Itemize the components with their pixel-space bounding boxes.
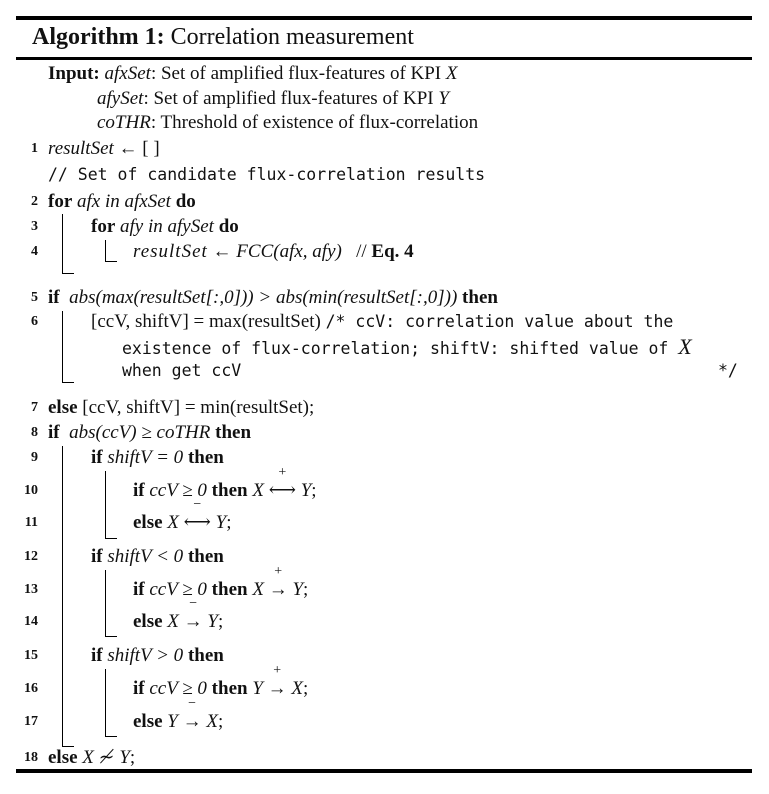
var-a: X	[167, 611, 179, 632]
algorithm-caption	[32, 22, 414, 52]
line-number: 11	[24, 515, 38, 530]
var-b: Y	[119, 747, 130, 768]
keyword-then: then	[211, 678, 248, 699]
block-bar	[62, 446, 63, 747]
algorithm-title: Correlation measurement	[170, 24, 414, 50]
line-16	[133, 663, 309, 701]
var-resultset: resultSet	[133, 241, 208, 262]
directed-positive-relation	[268, 564, 288, 602]
input-line-1	[48, 62, 458, 86]
relation-arrow-icon: →	[183, 611, 203, 632]
block-bar-end	[105, 538, 117, 539]
var-b: X	[206, 711, 218, 732]
comment: /* ccV: correlation value about the	[325, 312, 674, 331]
block-bar	[105, 570, 106, 637]
line-9	[91, 446, 224, 470]
line-number: 7	[31, 400, 38, 415]
bidirectional-positive-relation	[268, 465, 296, 503]
condition: ccV ≥ 0	[149, 579, 207, 600]
directed-negative-relation	[183, 596, 203, 634]
comment-line-1: // Set of candidate flux-correlation results	[48, 165, 486, 184]
line-number: 1	[31, 141, 38, 156]
directed-negative-relation	[182, 696, 202, 734]
block-bar	[62, 311, 63, 383]
keyword-if: if	[48, 422, 60, 443]
block-bar-end	[105, 636, 117, 637]
relation-arrow-icon: ⟷	[268, 480, 296, 501]
top-rule	[16, 16, 752, 20]
keyword-if: if	[133, 480, 145, 501]
semicolon: ;	[303, 579, 309, 600]
var-a: X	[252, 579, 264, 600]
relation-sign: −	[188, 696, 197, 711]
keyword-for: for	[91, 216, 116, 237]
keyword-if: if	[91, 546, 103, 567]
keyword-then: then	[187, 447, 224, 468]
fcc-call: FCC(afx, afy)	[236, 241, 342, 262]
line-number: 4	[31, 244, 38, 259]
input-line-3	[97, 111, 478, 135]
line-12	[91, 545, 224, 569]
block-bar	[62, 214, 63, 274]
var-x: X	[678, 334, 692, 359]
line-18	[48, 746, 135, 770]
comment-marker: //	[356, 241, 372, 262]
keyword-then: then	[187, 645, 224, 666]
line-number: 15	[24, 648, 38, 663]
line-17	[133, 696, 224, 734]
var-b: Y	[215, 512, 227, 533]
line-6-cont	[122, 335, 692, 361]
line-7	[48, 396, 314, 420]
condition: ccV ≥ 0	[149, 480, 207, 501]
param-desc: : Set of amplified flux-features of KPI	[150, 63, 446, 84]
keyword-then: then	[211, 480, 248, 501]
keyword-else: else	[133, 611, 163, 632]
line-14	[133, 596, 224, 634]
empty-list: [ ]	[142, 138, 160, 159]
block-bar-end	[62, 273, 74, 274]
var-a: X	[167, 512, 179, 533]
param-desc: : Threshold of existence of flux-correlation	[150, 112, 479, 133]
line-6	[91, 310, 673, 334]
assign-arrow: ←	[118, 138, 138, 159]
line-number: 8	[31, 425, 38, 440]
block-bar	[105, 240, 106, 262]
relation-arrow-icon: →	[268, 579, 288, 600]
line-2	[48, 190, 196, 214]
keyword-else: else	[133, 711, 163, 732]
relation-sign: +	[273, 663, 282, 678]
var-a: Y	[167, 711, 178, 732]
keyword-if: if	[133, 678, 145, 699]
semicolon: ;	[217, 711, 224, 732]
line-number: 16	[24, 681, 38, 696]
line-number: 6	[31, 314, 38, 329]
keyword-do: do	[218, 216, 239, 237]
condition: abs(max(resultSet[:,0])) > abs(min(resultSet[:,0]))	[69, 287, 458, 308]
algorithm-label: Algorithm 1:	[32, 24, 165, 50]
line-1	[48, 137, 160, 161]
comment-end: */	[718, 361, 738, 380]
condition: shiftV > 0	[107, 645, 184, 666]
param-name: afxSet	[104, 63, 151, 84]
line-number: 10	[24, 483, 38, 498]
relation-arrow-icon: →	[267, 678, 287, 699]
line-number: 5	[31, 290, 38, 305]
keyword-else: else	[133, 512, 163, 533]
no-correlation-icon: ≁	[98, 747, 115, 768]
line-11	[133, 497, 232, 535]
var-b: Y	[292, 579, 304, 600]
min-assignment: [ccV, shiftV] = min(resultSet);	[77, 397, 315, 418]
line-number: 18	[24, 750, 38, 765]
semicolon: ;	[303, 678, 309, 699]
keyword-then: then	[462, 287, 498, 308]
param-var: Y	[438, 88, 449, 109]
var-b: X	[291, 678, 304, 699]
relation-sign: −	[193, 497, 202, 512]
var-b: Y	[300, 480, 312, 501]
relation-arrow-icon: ⟷	[183, 512, 211, 533]
title-rule	[16, 57, 752, 60]
line-number: 12	[24, 549, 38, 564]
line-number: 2	[31, 194, 38, 209]
bidirectional-negative-relation	[183, 497, 211, 535]
keyword-if: if	[91, 447, 103, 468]
line-number: 13	[24, 582, 38, 597]
line-number: 14	[24, 614, 38, 629]
relation-sign: +	[274, 564, 283, 579]
param-var: X	[445, 63, 458, 84]
keyword-then: then	[211, 579, 248, 600]
line-5	[48, 286, 498, 310]
semicolon: ;	[311, 480, 317, 501]
keyword-else: else	[48, 747, 78, 768]
keyword-then: then	[187, 546, 224, 567]
var-a: X	[82, 747, 94, 768]
equation-ref: Eq. 4	[371, 241, 414, 262]
relation-arrow-icon: →	[182, 711, 202, 732]
keyword-if: if	[133, 579, 145, 600]
keyword-do: do	[175, 191, 196, 212]
condition: shiftV = 0	[107, 447, 184, 468]
keyword-for: for	[48, 191, 73, 212]
loop-expr: afx in afxSet	[77, 191, 171, 212]
block-bar-end	[105, 261, 117, 262]
keyword-if: if	[91, 645, 103, 666]
directed-positive-relation	[267, 663, 287, 701]
line-number: 3	[31, 219, 38, 234]
max-assignment: [ccV, shiftV] = max(resultSet)	[91, 311, 326, 332]
relation-sign: −	[189, 596, 198, 611]
line-3	[91, 215, 239, 239]
line-4	[133, 240, 414, 264]
line-15	[91, 644, 224, 668]
param-desc: : Set of amplified flux-features of KPI	[143, 88, 439, 109]
semicolon: ;	[129, 747, 136, 768]
line-13	[133, 564, 309, 602]
param-name: afySet	[97, 88, 144, 109]
relation-sign: +	[278, 465, 287, 480]
line-6-cont-2: when get ccV	[122, 361, 242, 380]
condition: ccV ≥ 0	[149, 678, 207, 699]
line-8	[48, 421, 251, 445]
loop-expr: afy in afySet	[120, 216, 214, 237]
input-line-2	[97, 87, 449, 111]
block-bar	[105, 471, 106, 539]
comment: existence of flux-correlation; shiftV: shifted value of	[122, 339, 679, 358]
input-keyword: Input:	[48, 63, 100, 84]
line-number: 17	[24, 714, 38, 729]
var-b: Y	[207, 611, 218, 632]
semicolon: ;	[217, 611, 224, 632]
block-bar-end	[105, 736, 117, 737]
var-resultset: resultSet	[48, 138, 114, 159]
block-bar	[105, 669, 106, 737]
condition: abs(ccV) ≥ coTHR	[69, 422, 211, 443]
var-a: Y	[252, 678, 263, 699]
keyword-then: then	[215, 422, 252, 443]
line-number: 9	[31, 450, 38, 465]
block-bar-end	[62, 382, 74, 383]
semicolon: ;	[226, 512, 232, 533]
assign-arrow: ←	[212, 241, 232, 262]
keyword-if: if	[48, 287, 60, 308]
var-a: X	[252, 480, 264, 501]
condition: shiftV < 0	[107, 546, 184, 567]
keyword-else: else	[48, 397, 78, 418]
line-10	[133, 465, 317, 503]
param-name: coTHR	[97, 112, 151, 133]
